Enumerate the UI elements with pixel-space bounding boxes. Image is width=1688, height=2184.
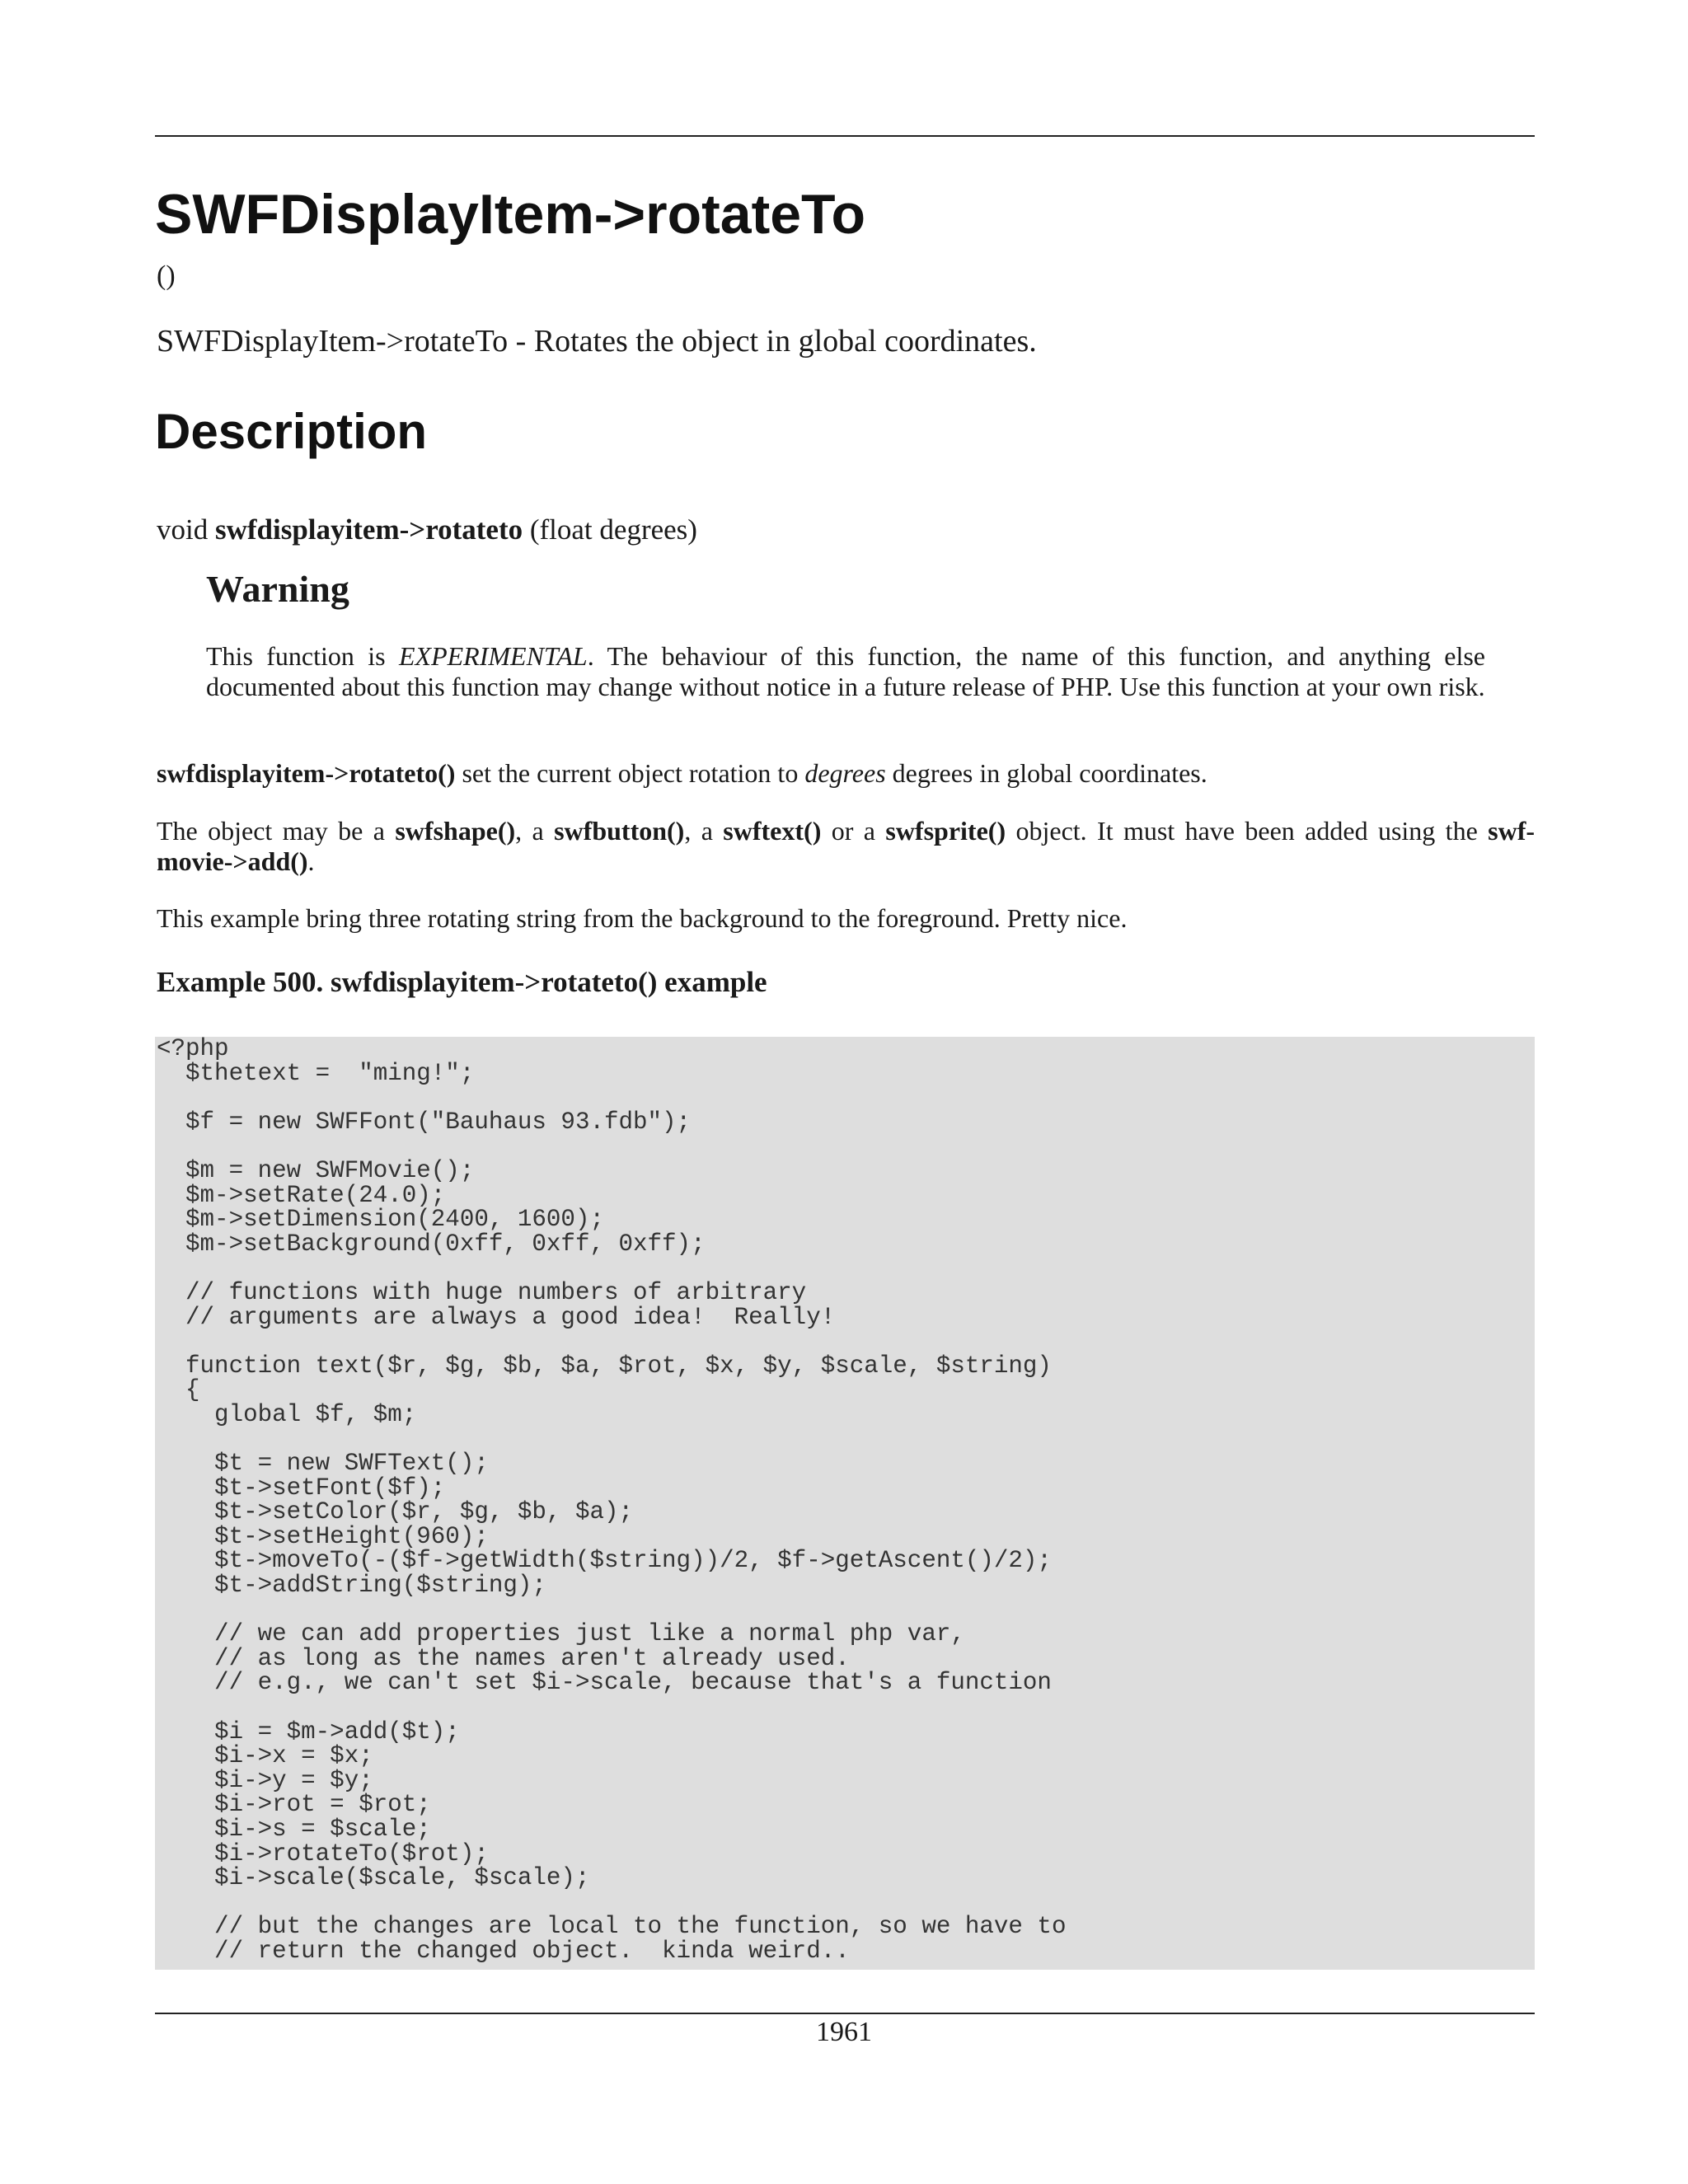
title-parens: () bbox=[157, 260, 176, 291]
header-rule bbox=[155, 135, 1535, 137]
swfbutton-ref: swfbutton() bbox=[554, 816, 685, 846]
return-type: void bbox=[157, 513, 209, 546]
swftext-ref: swftext() bbox=[723, 816, 822, 846]
code-block: <?php $thetext = "ming!"; $f = new SWFFont("Bauhaus 93.fdb"); $m = new SWFMovie(); $m->setRate(24.0); $m->setDimension(2400, 1600); $m->setBackground(0xff, 0xff, 0xff); // functions with huge numbers of arbitrary // arguments are always a good idea! Really! function text($r, $g, $b, $a, $rot, $x, $y, $scale, $string) { global $f, $m; $t = new SWFText(); $t->setFont($f); $t->setColor($r, $g, $b, $a); $t->setHeight(960); $t->moveTo(-($f->getWidth($string))/2, $f->getAscent()/2); $t->addString($string); // we can add properties just like a normal php var, // as long as the names aren't already used. // e.g., we can't set $i->scale, because that's a function $i = $m->add($t); $i->x = $x; $i->y = $y; $i->rot = $rot; $i->s = $scale; $i->rotateTo($rot); $i->scale($scale, $scale); // but the changes are local to the function, so we have to // return the changed object. kinda weird.. bbox=[157, 1035, 1067, 1965]
function-synopsis bbox=[157, 513, 697, 547]
swfmovie-add-ref: swf-movie->add() bbox=[157, 816, 1536, 876]
swfshape-ref: swfshape() bbox=[395, 816, 516, 846]
rotation-paragraph: swfdisplayitem->rotateto() set the current object rotation to degrees degrees in global coordinates. bbox=[157, 758, 1207, 788]
experimental-emphasis: EXPERIMENTAL bbox=[398, 641, 588, 671]
ref-purpose: SWFDisplayItem->rotateTo - Rotates the object in global coordinates. bbox=[157, 324, 1037, 359]
page-title: SWFDisplayItem->rotateTo bbox=[155, 183, 866, 246]
page-number: 1961 bbox=[816, 2017, 872, 2047]
example-intro-paragraph: This example bring three rotating string from the background to the foreground. Pretty nice. bbox=[157, 903, 1128, 933]
warning-body: This function is EXPERIMENTAL. The behaviour of this function, the name of this function, and anything else documented about this function may change without notice in a future release of PHP. Use this function at your own risk. bbox=[206, 641, 1486, 701]
function-ref: swfdisplayitem->rotateto() bbox=[157, 758, 456, 788]
function-name: swfdisplayitem->rotateto bbox=[214, 513, 523, 546]
function-params: (float degrees) bbox=[529, 513, 697, 546]
object-types-paragraph: The object may be a swfshape(), a swfbutton(), a swftext() or a swfsprite() object. It must have been added using the swf-movie->add(). bbox=[157, 816, 1536, 876]
example-title: Example 500. swfdisplayitem->rotateto() example bbox=[157, 966, 767, 998]
swfsprite-ref: swfsprite() bbox=[885, 816, 1006, 846]
param-ref: degrees bbox=[804, 758, 886, 788]
description-heading: Description bbox=[155, 404, 428, 459]
warning-title: Warning bbox=[206, 568, 349, 610]
